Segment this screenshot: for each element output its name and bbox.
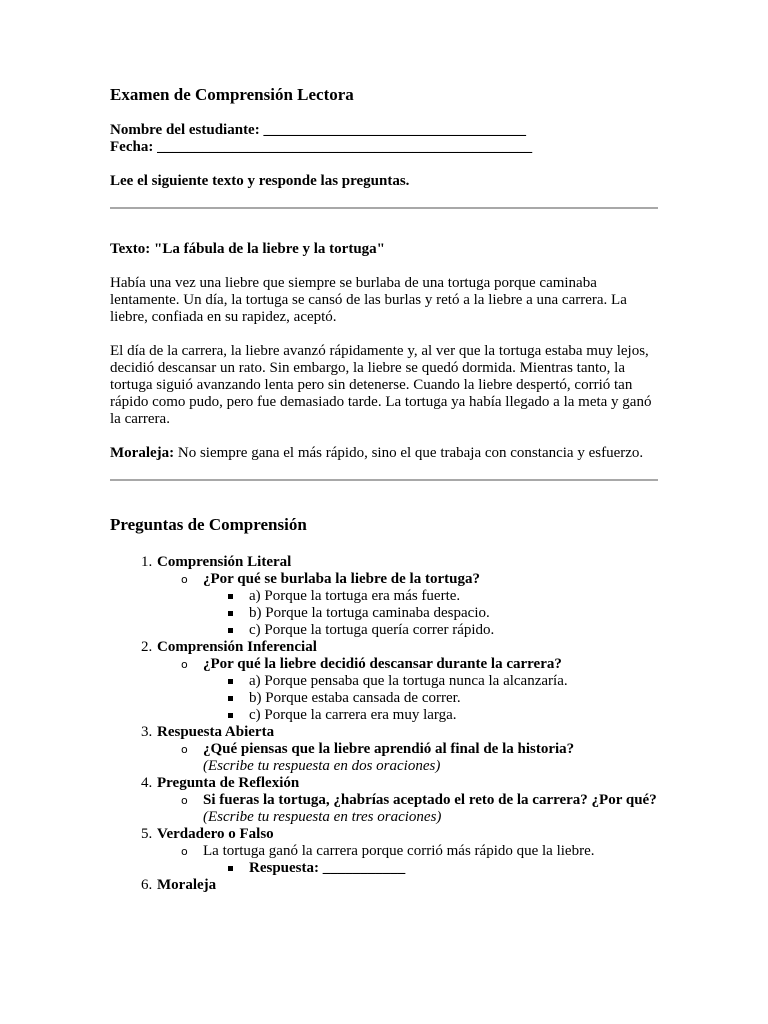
document-content bbox=[110, 84, 658, 894]
square-bullet-icon bbox=[228, 713, 233, 718]
question-entry bbox=[181, 571, 658, 639]
square-bullet-icon bbox=[228, 611, 233, 616]
answer-list bbox=[203, 860, 658, 877]
question-item-1 bbox=[156, 554, 658, 639]
instruction-note: (Escribe tu respuesta en tres oraciones) bbox=[203, 809, 442, 825]
question-entry bbox=[181, 843, 658, 877]
story-paragraph-2: El día de la carrera, la liebre avanzó rápidamente y, al ver que la tortuga estaba muy lejos, decidió descansar un rato. Sin embargo, la liebre se quedó dormida. Mientras tanto, la tortuga siguió avanzando lenta pero sin detenerse. Cuando la liebre despertó, corrió tan rápido como pudo, pero fue demasiado tarde. La tortuga ya había llegado a la meta y ganó la carrera. bbox=[110, 343, 652, 427]
moral-text: No siempre gana el más rápido, sino el que trabaja con constancia y esfuerzo. bbox=[174, 445, 644, 461]
text-title: Texto: "La fábula de la liebre y la tortuga" bbox=[110, 241, 385, 257]
option-text: b) Porque la tortuga caminaba despacio. bbox=[249, 605, 490, 621]
question-item-6 bbox=[156, 877, 658, 894]
option-item bbox=[249, 673, 658, 690]
square-bullet-icon bbox=[228, 866, 233, 871]
question-item-3 bbox=[156, 724, 658, 775]
question-entry bbox=[181, 792, 658, 826]
sub-list bbox=[157, 656, 658, 724]
instruction-note: (Escribe tu respuesta en dos oraciones) bbox=[203, 758, 441, 774]
divider bbox=[110, 479, 658, 481]
options-list bbox=[203, 673, 658, 724]
circle-bullet-icon: o bbox=[181, 658, 188, 671]
date-field: Fecha: __________________________________________________ bbox=[110, 139, 533, 155]
questions-title: Preguntas de Comprensión bbox=[110, 515, 307, 534]
option-text: a) Porque la tortuga era más fuerte. bbox=[249, 588, 461, 604]
sub-list bbox=[157, 843, 658, 877]
option-text: b) Porque estaba cansada de correr. bbox=[249, 690, 461, 706]
question-text: ¿Qué piensas que la liebre aprendió al final de la historia? bbox=[203, 741, 575, 757]
option-item bbox=[249, 622, 658, 639]
instructions: Lee el siguiente texto y responde las preguntas. bbox=[110, 173, 410, 189]
section-title: Verdadero o Falso bbox=[157, 826, 274, 842]
question-text: ¿Por qué se burlaba la liebre de la tortuga? bbox=[203, 571, 480, 587]
circle-bullet-icon: o bbox=[181, 794, 188, 807]
section-title: Respuesta Abierta bbox=[157, 724, 275, 740]
section-title: Comprensión Inferencial bbox=[157, 639, 317, 655]
answer-item bbox=[249, 860, 658, 877]
options-list bbox=[203, 588, 658, 639]
option-text: a) Porque pensaba que la tortuga nunca la alcanzaría. bbox=[249, 673, 568, 689]
statement-text: La tortuga ganó la carrera porque corrió más rápido que la liebre. bbox=[203, 843, 595, 859]
square-bullet-icon bbox=[228, 696, 233, 701]
option-item bbox=[249, 707, 658, 724]
circle-bullet-icon: o bbox=[181, 743, 188, 756]
moral-paragraph bbox=[110, 445, 658, 462]
moral-label: Moraleja: bbox=[110, 445, 175, 461]
square-bullet-icon bbox=[228, 628, 233, 633]
square-bullet-icon bbox=[228, 679, 233, 684]
question-item-4 bbox=[156, 775, 658, 826]
section-title: Moraleja bbox=[157, 877, 217, 893]
page-title: Examen de Comprensión Lectora bbox=[110, 85, 354, 104]
option-item bbox=[249, 605, 658, 622]
sub-list bbox=[157, 792, 658, 826]
answer-blank[interactable]: ___________ bbox=[319, 860, 406, 876]
question-item-2 bbox=[156, 639, 658, 724]
section-title: Comprensión Literal bbox=[157, 554, 292, 570]
answer-label: Respuesta: bbox=[249, 860, 319, 876]
student-name-field: Nombre del estudiante: ___________________________________ bbox=[110, 122, 526, 138]
option-item bbox=[249, 588, 658, 605]
circle-bullet-icon: o bbox=[181, 573, 188, 586]
question-text: ¿Por qué la liebre decidió descansar durante la carrera? bbox=[203, 656, 562, 672]
option-text: c) Porque la carrera era muy larga. bbox=[249, 707, 457, 723]
story-paragraph-1: Había una vez una liebre que siempre se burlaba de una tortuga porque caminaba lentamente. Un día, la tortuga se cansó de las burlas y retó a la liebre a una carrera. La liebre, confiada en su rapidez, aceptó. bbox=[110, 275, 627, 325]
sub-list bbox=[157, 741, 658, 775]
option-text: c) Porque la tortuga quería correr rápido. bbox=[249, 622, 495, 638]
divider bbox=[110, 207, 658, 209]
option-item bbox=[249, 690, 658, 707]
question-entry bbox=[181, 741, 658, 775]
question-entry bbox=[181, 656, 658, 724]
header-fields bbox=[110, 122, 658, 156]
questions-list bbox=[110, 554, 658, 894]
section-title: Pregunta de Reflexión bbox=[157, 775, 300, 791]
sub-list bbox=[157, 571, 658, 639]
question-item-5 bbox=[156, 826, 658, 877]
circle-bullet-icon: o bbox=[181, 845, 188, 858]
question-text: Si fueras la tortuga, ¿habrías aceptado el reto de la carrera? ¿Por qué? bbox=[203, 792, 657, 808]
square-bullet-icon bbox=[228, 594, 233, 599]
